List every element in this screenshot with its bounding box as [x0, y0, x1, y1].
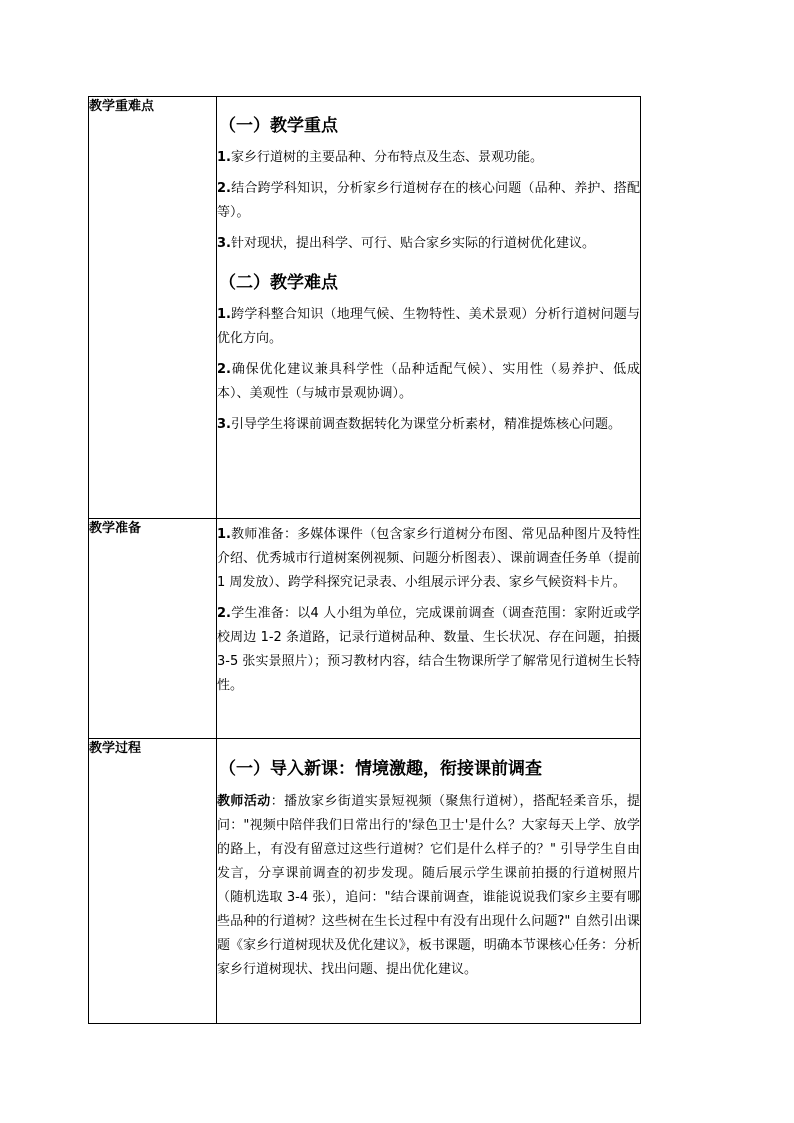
row-label-teaching-preparation: 教学准备 [89, 519, 217, 739]
teaching-process-cell [217, 739, 641, 1024]
list-item: 2.结合跨学科知识，分析家乡行道树存在的核心问题（品种、养护、搭配等）。 [217, 181, 640, 220]
section-heading-intro: （一）导入新课：情境激趣，衔接课前调查 [219, 759, 542, 779]
teacher-activity-label: 教师活动 [217, 794, 271, 809]
teacher-activity-paragraph: 教师活动：播放家乡街道实景短视频（聚焦行道树），搭配轻柔音乐，提问："视频中陪伴我们日常出行的'绿色卫士'是什么？大家每天上学、放学的路上，有没有留意过这些行道树？它们是什么样子的？" 引导学生自由发言，分享课前调查的初步发现。随后展示学生课前拍摄的行道树照片（随机选取 3-4 张），追问："结合课前调查，谁能说说我们家乡主要有哪些品种的行道树？这些树在生长过程中有没有出现什么问题?" 自然引出课题《家乡行道树现状及优化建议》，板书课题，明确本节课核心任务：分析家乡行道树现状、找出问题、提出优化建议。 [217, 794, 640, 977]
section-heading-difficult-points: （二）教学难点 [219, 273, 338, 293]
teaching-preparation-cell [217, 519, 641, 739]
list-item: 3.针对现状，提出科学、可行、贴合家乡实际的行道树优化建议。 [217, 236, 595, 251]
table-row [89, 97, 641, 519]
row-label-teaching-process: 教学过程 [89, 739, 217, 1024]
list-item: 1.家乡行道树的主要品种、分布特点及生态、景观功能。 [217, 150, 543, 165]
list-item: 3.引导学生将课前调查数据转化为课堂分析素材，精准提炼核心问题。 [217, 417, 621, 432]
key-difficult-points-cell [217, 97, 641, 519]
list-item: 2.确保优化建议兼具科学性（品种适配气候）、实用性（易养护、低成本）、美观性（与城市景观协调）。 [217, 362, 640, 401]
list-item: 2.学生准备：以4 人小组为单位，完成课前调查（调查范围：家附近或学校周边 1-2 条道路，记录行道树品种、数量、生长状况、存在问题，拍摄 3-5 张实景照片）；预习教材内容，结合生物课所学了解常见行道树生长特性。 [217, 606, 640, 693]
table-row [89, 519, 641, 739]
table-row [89, 739, 641, 1024]
row-label-key-difficult-points: 教学重难点 [89, 97, 217, 519]
section-heading-key-points: （一）教学重点 [219, 116, 338, 136]
list-item: 1.教师准备：多媒体课件（包含家乡行道树分布图、常见品种图片及特性介绍、优秀城市行道树案例视频、问题分析图表）、课前调查任务单（提前 1 周发放）、跨学科探究记录表、小组展示评分表、家乡气候资料卡片。 [217, 527, 640, 590]
list-item: 1.跨学科整合知识（地理气候、生物特性、美术景观）分析行道树问题与优化方向。 [217, 307, 640, 346]
lesson-plan-table [88, 96, 641, 1024]
